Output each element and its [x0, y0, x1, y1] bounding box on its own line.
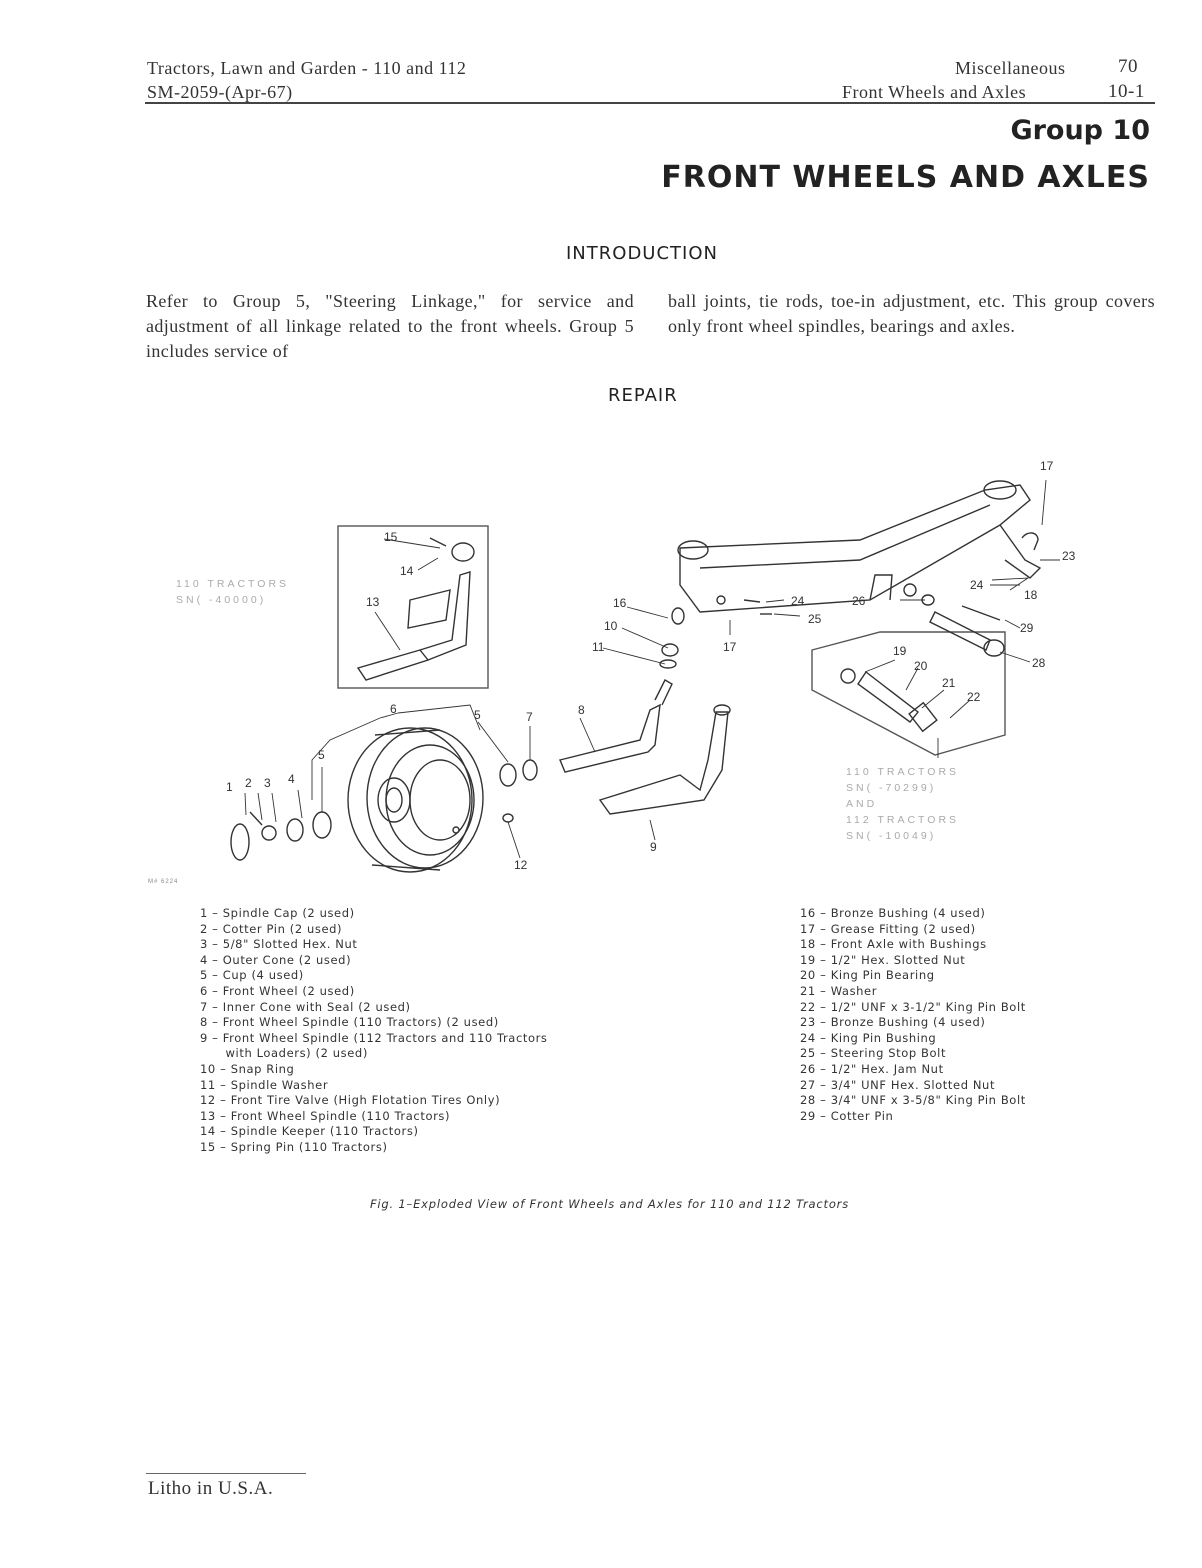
- legend-item: 4 – Outer Cone (2 used): [200, 952, 352, 967]
- callout-24: 24: [970, 578, 984, 592]
- callout-26: 25: [808, 612, 822, 626]
- page-number: 70: [1118, 56, 1138, 77]
- legend-right: [800, 906, 1026, 1124]
- callout-19: 19: [893, 644, 907, 658]
- legend-item: 19 – 1/2" Hex. Slotted Nut: [800, 952, 966, 967]
- legend-item: 18 – Front Axle with Bushings: [800, 937, 987, 952]
- header-rule: [145, 102, 1155, 104]
- legend-item: 15 – Spring Pin (110 Tractors): [200, 1139, 388, 1154]
- callout-5-left: 5: [318, 748, 325, 762]
- exploded-view-diagram: [140, 450, 1170, 890]
- callout-4: 4: [288, 772, 295, 786]
- legend-item: 17 – Grease Fitting (2 used): [800, 921, 976, 936]
- inset-label-110-112: 110 TRACTORS SN( -70299) AND 112 TRACTORS SN( -10049): [846, 766, 960, 842]
- header-right-subsection: Front Wheels and Axles: [842, 82, 1027, 102]
- legend-item: 11 – Spindle Washer: [200, 1077, 329, 1092]
- footer-rule: [146, 1473, 306, 1474]
- legend-item: 27 – 3/4" UNF Hex. Slotted Nut: [800, 1077, 996, 1092]
- legend-item: 1 – Spindle Cap (2 used): [200, 906, 355, 920]
- figure-caption: Fig. 1–Exploded View of Front Wheels and Axles for 110 and 112 Tractors: [370, 1197, 849, 1211]
- callout-3: 3: [264, 776, 271, 790]
- footer-litho: Litho in U.S.A.: [148, 1478, 274, 1499]
- callout-12: 12: [514, 858, 528, 872]
- page-title: FRONT WHEELS AND AXLES: [661, 160, 1150, 195]
- legend-item: 20 – King Pin Bearing: [800, 968, 935, 983]
- legend-item: 6 – Front Wheel (2 used): [200, 983, 355, 998]
- callout-1: 1: [226, 780, 233, 794]
- legend-item: 29 – Cotter Pin: [800, 1108, 894, 1123]
- legend-item: 5 – Cup (4 used): [200, 968, 304, 983]
- callout-28: 28: [1032, 656, 1046, 670]
- callout-10: 10: [604, 619, 618, 633]
- callout-5-right: 5: [474, 708, 481, 722]
- legend-item: 3 – 5/8" Slotted Hex. Nut: [200, 937, 358, 952]
- introduction-heading: INTRODUCTION: [566, 243, 718, 264]
- callout-23: 23: [1062, 549, 1076, 563]
- introduction-column-2: ball joints, tie rods, toe-in adjustment, etc. This group covers only front wheel spindles, bearings and axles.: [668, 291, 1155, 336]
- callout-6: 6: [390, 702, 397, 716]
- legend-item: 23 – Bronze Bushing (4 used): [800, 1015, 986, 1030]
- legend-item: 13 – Front Wheel Spindle (110 Tractors): [200, 1108, 451, 1123]
- header-left-title: Tractors, Lawn and Garden - 110 and 112: [147, 58, 467, 78]
- legend-left: [200, 906, 548, 1156]
- callout-22: 22: [967, 690, 981, 704]
- callout-8: 8: [578, 703, 585, 717]
- legend-item: 9 – Front Wheel Spindle (112 Tractors and 110 Tractors: [200, 1030, 548, 1045]
- introduction-column-1: Refer to Group 5, "Steering Linkage," for service and adjustment of all linkage related to the front wheels. Group 5 includes service of: [146, 291, 634, 361]
- callout-11: 11: [592, 640, 605, 654]
- legend-item: 10 – Snap Ring: [200, 1061, 295, 1076]
- callout-9: 9: [650, 840, 657, 854]
- callout-13: 13: [366, 595, 380, 609]
- callout-27: 26: [852, 594, 866, 608]
- callout-7: 7: [526, 710, 533, 724]
- legend-item: 7 – Inner Cone with Seal (2 used): [200, 999, 411, 1014]
- legend-item: 12 – Front Tire Valve (High Flotation Tires Only): [200, 1093, 501, 1108]
- callout-14: 14: [400, 564, 414, 578]
- group-title: Group 10: [1010, 115, 1150, 146]
- legend-item: 8 – Front Wheel Spindle (110 Tractors) (2 used): [200, 1015, 499, 1030]
- legend-item: 25 – Steering Stop Bolt: [800, 1046, 947, 1061]
- legend-item: 28 – 3/4" UNF x 3-5/8" King Pin Bolt: [800, 1093, 1026, 1108]
- callout-18: 18: [1024, 588, 1038, 602]
- header-right-section: Miscellaneous: [955, 58, 1066, 78]
- legend-item: 26 – 1/2" Hex. Jam Nut: [800, 1061, 944, 1076]
- legend-item: with Loaders) (2 used): [200, 1046, 368, 1061]
- legend-item: 14 – Spindle Keeper (110 Tractors): [200, 1124, 419, 1139]
- figure-code: M# 6224: [148, 879, 179, 885]
- callout-15: 15: [384, 530, 398, 544]
- callout-21: 21: [942, 676, 956, 690]
- callout-25: 24: [791, 594, 805, 608]
- section-number: 10-1: [1108, 81, 1145, 102]
- inset-label-110: 110 TRACTORS SN( -40000): [176, 578, 290, 606]
- callout-29: 29: [1020, 621, 1034, 635]
- header-left-code: SM-2059-(Apr-67): [147, 82, 293, 102]
- repair-heading: REPAIR: [608, 385, 678, 406]
- legend-item: 16 – Bronze Bushing (4 used): [800, 906, 986, 920]
- callout-2: 2: [245, 776, 252, 790]
- callout-16: 16: [613, 596, 627, 610]
- callout-17-upper: 17: [1040, 459, 1054, 473]
- legend-item: 2 – Cotter Pin (2 used): [200, 921, 343, 936]
- legend-item: 21 – Washer: [800, 983, 878, 998]
- callout-20: 20: [914, 659, 928, 673]
- legend-item: 22 – 1/2" UNF x 3-1/2" King Pin Bolt: [800, 999, 1026, 1014]
- legend-item: 24 – King Pin Bushing: [800, 1030, 937, 1045]
- callout-17-lower: 17: [723, 640, 737, 654]
